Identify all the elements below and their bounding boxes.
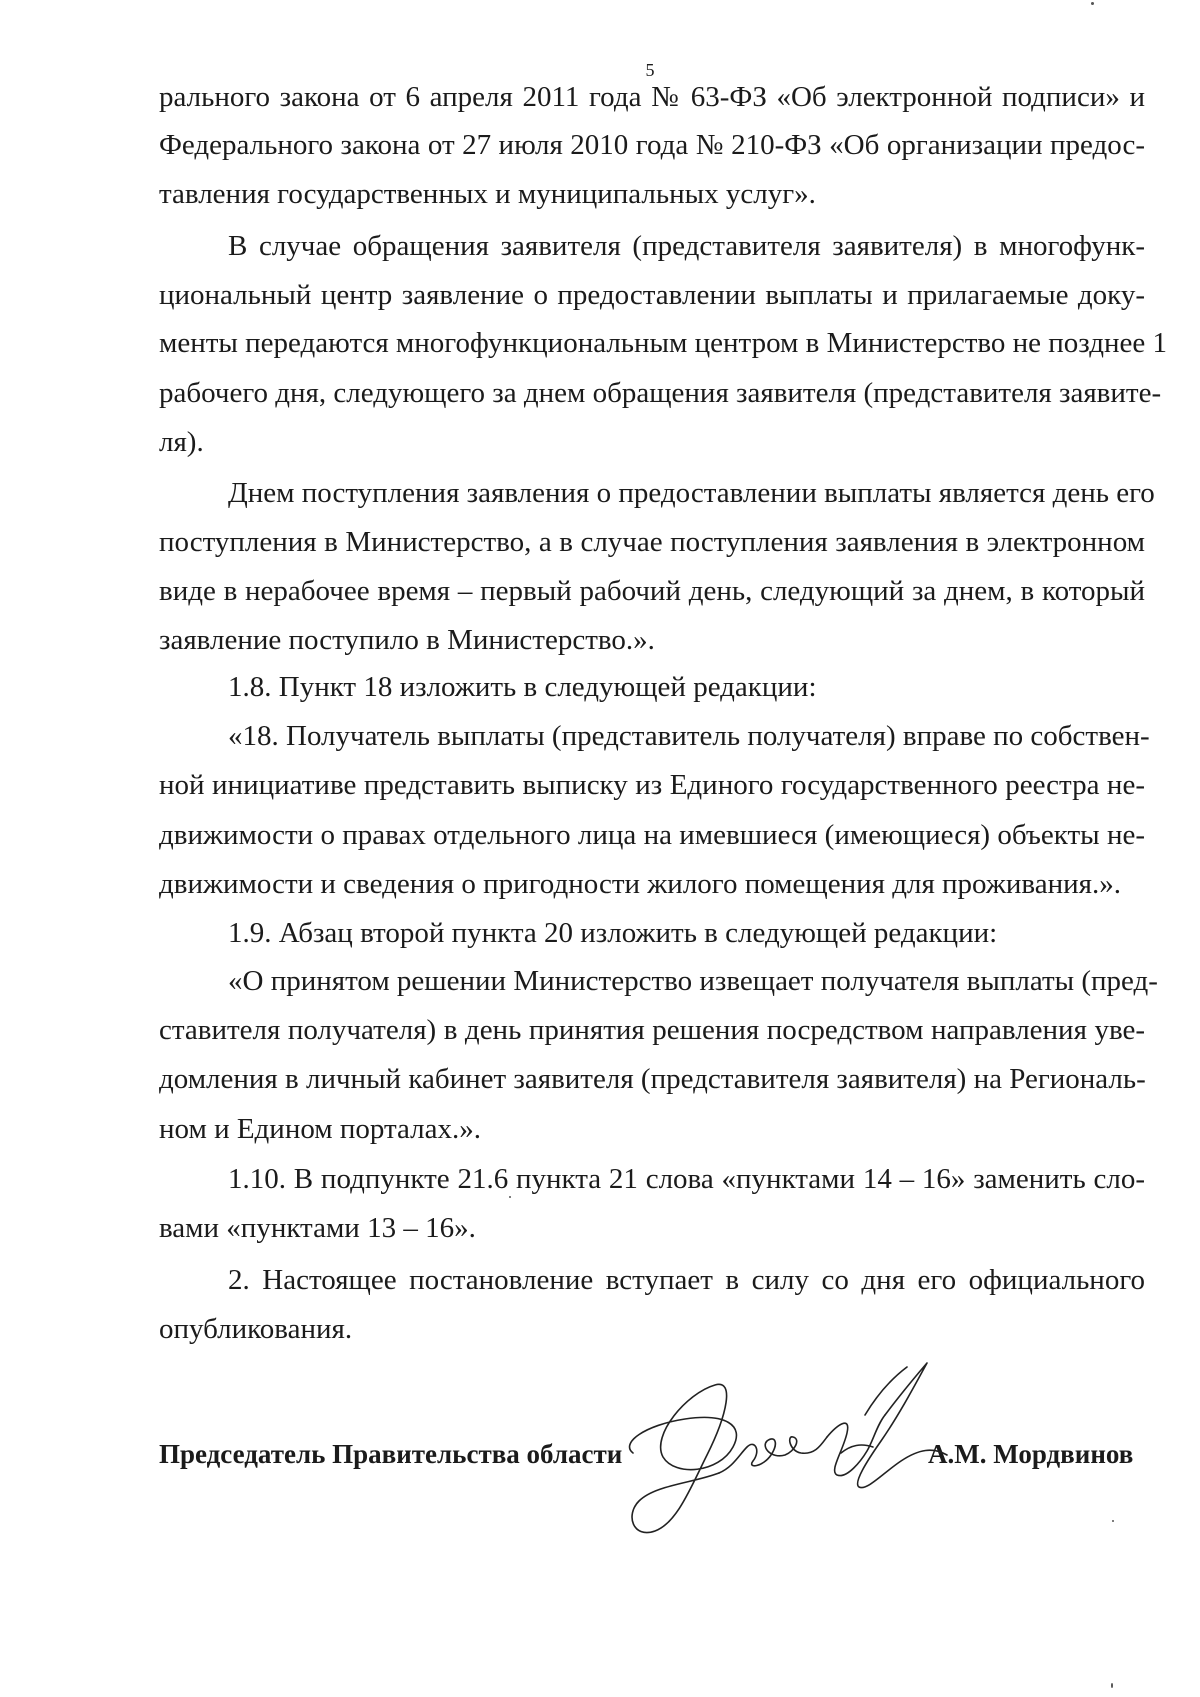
- text-line: ном и Едином порталах.».: [159, 1113, 482, 1145]
- text-line: циональный центр заявление о предоставлении выплаты и прилагаемые доку-: [159, 279, 1145, 311]
- text-line: 2. Настоящее постановление вступает в силу со дня его официального: [228, 1264, 1145, 1296]
- text-line: рального закона от 6 апреля 2011 года № 63-ФЗ «Об электронной подписи» и: [159, 81, 1145, 113]
- text-line: «О принятом решении Министерство извещает получателя выплаты (пред-: [228, 965, 1158, 997]
- signer-position: Председатель Правительства области: [159, 1439, 623, 1469]
- text-line: менты передаются многофункциональным центром в Министерство не позднее 1: [159, 327, 1167, 359]
- text-line: ной инициативе представить выписку из Единого государственного реестра не-: [159, 769, 1145, 801]
- text-line: ставителя получателя) в день принятия решения посредством направления уве-: [159, 1014, 1145, 1046]
- text-line: тавления государственных и муниципальных услуг».: [159, 178, 816, 210]
- text-line: движимости о правах отдельного лица на имевшиеся (имеющиеся) объекты не-: [159, 819, 1145, 851]
- text-line: виде в нерабочее время – первый рабочий день, следующий за днем, в который: [159, 575, 1145, 607]
- text-line: рабочего дня, следующего за днем обращения заявителя (представителя заявите-: [159, 377, 1162, 409]
- text-line: ля).: [159, 426, 204, 458]
- text-line: движимости и сведения о пригодности жилого помещения для проживания.».: [159, 868, 1121, 900]
- text-line: Федерального закона от 27 июля 2010 года № 210-ФЗ «Об организации предос-: [159, 129, 1145, 161]
- scan-speck: [1111, 1683, 1113, 1688]
- handwritten-signature: [615, 1355, 975, 1545]
- text-line: опубликования.: [159, 1313, 353, 1345]
- scan-speck: [509, 1196, 511, 1198]
- text-line: В случае обращения заявителя (представителя заявителя) в многофунк-: [228, 230, 1145, 262]
- text-line: 1.10. В подпункте 21.6 пункта 21 слова «пунктами 14 – 16» заменить сло-: [228, 1163, 1145, 1195]
- scan-speck: [1091, 2, 1094, 5]
- text-line: 1.8. Пункт 18 изложить в следующей редакции:: [228, 671, 817, 703]
- text-line: вами «пунктами 13 – 16».: [159, 1212, 476, 1244]
- text-line: «18. Получатель выплаты (представитель получателя) вправе по собствен-: [228, 720, 1150, 752]
- text-line: поступления в Министерство, а в случае поступления заявления в электронном: [159, 526, 1145, 558]
- scan-speck: [1112, 1520, 1114, 1522]
- page-number: 5: [645, 60, 655, 80]
- text-line: домления в личный кабинет заявителя (представителя заявителя) на Региональ-: [159, 1063, 1146, 1095]
- text-line: заявление поступило в Министерство.».: [159, 624, 655, 656]
- signer-name: А.М. Мордвинов: [928, 1439, 1134, 1469]
- text-line: Днем поступления заявления о предоставлении выплаты является день его: [228, 477, 1155, 509]
- text-line: 1.9. Абзац второй пункта 20 изложить в следующей редакции:: [228, 917, 998, 949]
